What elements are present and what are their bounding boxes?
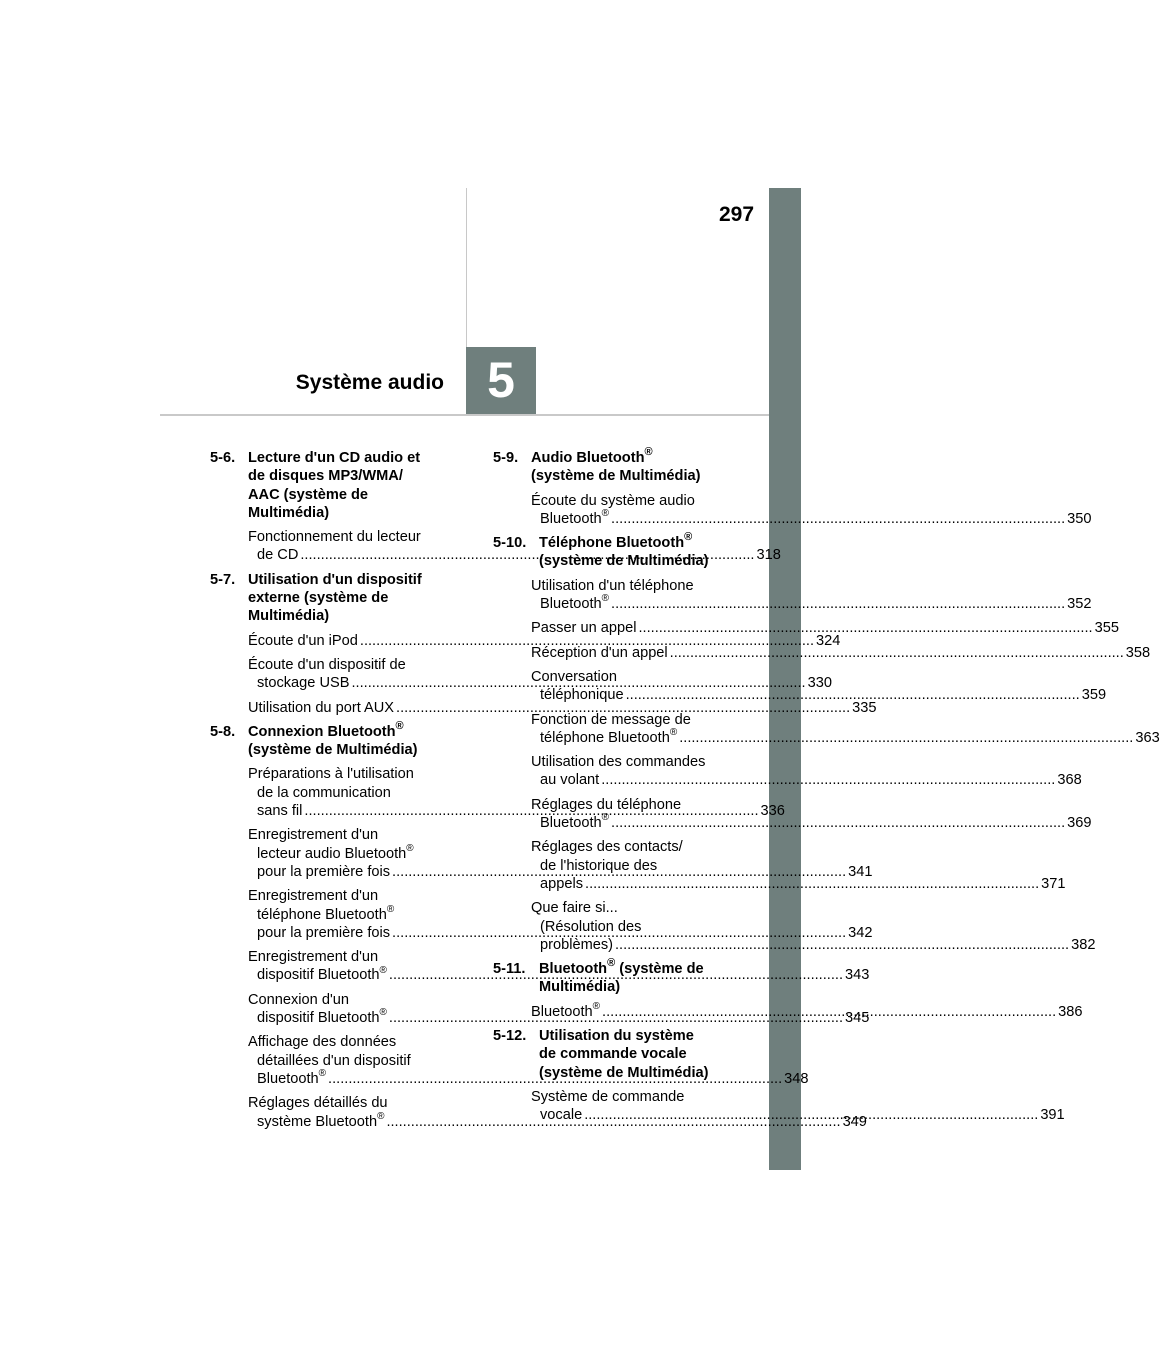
- toc-section-5-8[interactable]: 5-8. Connexion Bluetooth® (système de Multimédia): [210, 720, 418, 759]
- toc-entry[interactable]: Écoute d'un dispositif de stockage USB..... 330: [248, 656, 460, 693]
- toc-entry[interactable]: Connexion d'un dispositif Bluetooth®..... 345: [248, 991, 460, 1028]
- toc-section-5-7[interactable]: 5-7. Utilisation d'un dispositif externe (système de Multimédia): [210, 571, 422, 625]
- toc-entry[interactable]: Réglages du téléphone Bluetooth®..... 369: [531, 796, 743, 833]
- toc-entry[interactable]: Système de commande vocale..... 391: [531, 1088, 743, 1125]
- header-horizontal-rule: [160, 414, 770, 416]
- chapter-number-box: [466, 347, 536, 414]
- toc-entry[interactable]: Réglages détaillés du système Bluetooth®..... 349: [248, 1094, 460, 1131]
- toc-entry[interactable]: Enregistrement d'un téléphone Bluetooth® pour la première fois..... 342: [248, 887, 460, 942]
- toc-entry[interactable]: Écoute du système audio Bluetooth®..... 350: [531, 492, 743, 529]
- toc-section-5-10[interactable]: 5-10. Téléphone Bluetooth® (système de Multimédia): [493, 531, 709, 570]
- chapter-number: 5: [487, 352, 515, 408]
- toc-entry[interactable]: Réception d'un appel ..... 358: [531, 644, 743, 662]
- toc-entry[interactable]: Utilisation des commandes au volant..... 368: [531, 753, 743, 790]
- toc-entry[interactable]: Enregistrement d'un lecteur audio Bluetooth® pour la première fois..... 341: [248, 826, 460, 881]
- toc-entry[interactable]: Préparations à l'utilisation de la communication sans fil..... 336: [248, 765, 460, 820]
- toc-entry[interactable]: Que faire si... (Résolution des problèmes)..... 382: [531, 899, 743, 954]
- chapter-title: Système audio: [295, 371, 444, 394]
- toc-entry[interactable]: Bluetooth® ..... 386: [531, 1003, 743, 1021]
- toc-entry[interactable]: Réglages des contacts/ de l'historique des appels..... 371: [531, 838, 743, 893]
- toc-entry[interactable]: Affichage des données détaillées d'un dispositif Bluetooth®..... 348: [248, 1033, 460, 1088]
- toc-section-5-12[interactable]: 5-12. Utilisation du système de commande vocale (système de Multimédia): [493, 1028, 709, 1081]
- toc-section-5-6[interactable]: 5-6. Lecture d'un CD audio et de disques MP3/WMA/ AAC (système de Multimédia): [210, 450, 421, 521]
- header-vertical-rule: [466, 188, 467, 348]
- toc-section-5-9[interactable]: 5-9. Audio Bluetooth® (système de Multimédia): [493, 446, 701, 485]
- toc-section-5-11[interactable]: 5-11. Bluetooth® (système de Multimédia): [493, 957, 704, 996]
- toc-entry[interactable]: Fonctionnement du lecteur de CD..... 318: [248, 528, 460, 565]
- page-number: 297: [719, 203, 755, 226]
- toc-entry[interactable]: Passer un appel ..... 355: [531, 619, 743, 637]
- toc-entry[interactable]: Conversation téléphonique..... 359: [531, 668, 743, 705]
- toc-entry[interactable]: Fonction de message de téléphone Bluetooth®..... 363: [531, 711, 743, 748]
- toc-entry[interactable]: Utilisation du port AUX ..... 335: [248, 699, 460, 717]
- toc-entry[interactable]: Utilisation d'un téléphone Bluetooth®..... 352: [531, 577, 743, 614]
- toc-entry[interactable]: Enregistrement d'un dispositif Bluetooth®..... 343: [248, 948, 460, 985]
- toc-entry[interactable]: Écoute d'un iPod ..... 324: [248, 632, 460, 650]
